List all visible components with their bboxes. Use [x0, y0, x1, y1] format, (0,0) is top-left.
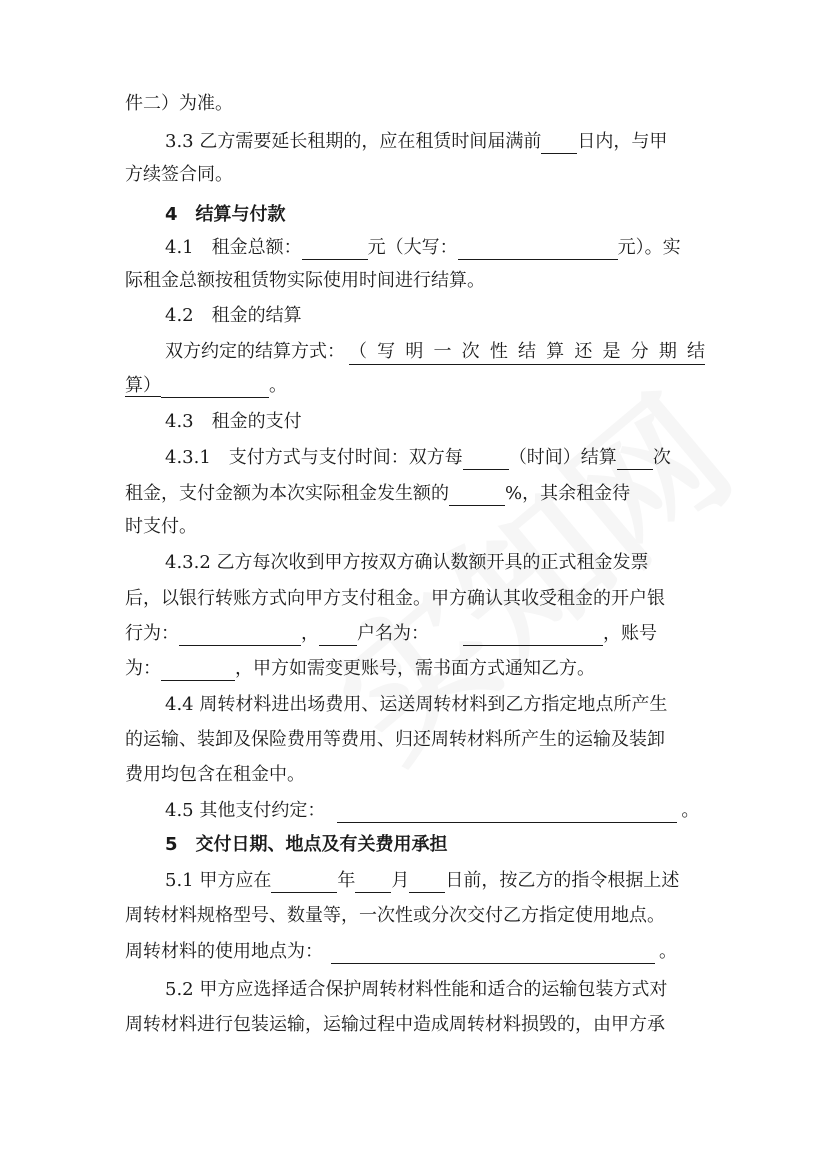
paragraph-line: 方续签合同。: [125, 164, 233, 185]
rent-total-words-field[interactable]: [458, 239, 618, 260]
account-number-field[interactable]: [161, 660, 235, 681]
paragraph-line: 际租金总额按租赁物实际使用时间进行结算。: [125, 270, 485, 291]
rent-total-field[interactable]: [302, 239, 368, 260]
blank-field[interactable]: [319, 625, 357, 646]
paragraph-line: 费用均包含在租金中。: [125, 764, 305, 785]
bank-field[interactable]: [179, 625, 301, 646]
clause-4-1: 4.1 租金总额： 元（大写： 元）。实: [165, 237, 681, 258]
blank-field[interactable]: [161, 377, 269, 398]
paragraph-line: 件二）为准。: [125, 93, 233, 114]
clause-4-3-1: 4.3.1 支付方式与支付时间：双方每 （时间）结算 次: [165, 447, 671, 468]
clause-4-3-2: 4.3.2 乙方每次收到甲方按双方确认数额开具的正式租金发票: [165, 552, 649, 573]
settlement-method-end: 算） 。: [125, 375, 287, 396]
blank-field[interactable]: [541, 133, 577, 154]
day-field[interactable]: [409, 872, 445, 893]
section-heading-4: 4 结算与付款: [165, 204, 286, 225]
settlement-method-line: 双方约定的结算方式： （写明一次性结算还是分期结: [165, 340, 705, 365]
bank-line: 行为： ， 户名为： ，账号: [125, 623, 657, 644]
clause-4-5: 4.5 其他支付约定： 。: [165, 800, 700, 821]
paragraph-line: 周转材料进行包装运输，运输过程中造成周转材料损毁的，由甲方承: [125, 1014, 665, 1035]
clause-4-4: 4.4 周转材料进出场费用、运送周转材料到乙方指定地点所产生: [165, 694, 668, 715]
paragraph-line: 的运输、装卸及保险费用等费用、归还周转材料所产生的运输及装卸: [125, 729, 665, 750]
year-field[interactable]: [271, 872, 337, 893]
clause-4-2: 4.2 租金的结算: [165, 305, 302, 326]
account-name-field[interactable]: [463, 625, 603, 646]
clause-3-3: 3.3 乙方需要延长租期的，应在租赁时间届满前 日内，与甲: [165, 131, 668, 152]
blank-field[interactable]: [449, 485, 505, 506]
clause-5-1: 5.1 甲方应在 年 月 日前，按乙方的指令根据上述: [165, 870, 680, 891]
paragraph-line: 时支付。: [125, 516, 197, 537]
use-location-field[interactable]: [331, 943, 655, 964]
use-location-line: 周转材料的使用地点为： 。: [125, 941, 677, 962]
clause-4-3: 4.3 租金的支付: [165, 411, 302, 432]
section-heading-5: 5 交付日期、地点及有关费用承担: [165, 834, 448, 855]
other-payment-field[interactable]: [337, 802, 677, 823]
paragraph-line: 后，以银行转账方式向甲方支付租金。甲方确认其收受租金的开户银: [125, 588, 665, 609]
month-field[interactable]: [355, 872, 391, 893]
account-line: 为： ，甲方如需变更账号，需书面方式通知乙方。: [125, 658, 595, 679]
clause-5-2: 5.2 甲方应选择适合保护周转材料性能和适合的运输包装方式对: [165, 979, 668, 1000]
blank-field[interactable]: [617, 449, 653, 470]
paragraph-line: 周转材料规格型号、数量等，一次性或分次交付乙方指定使用地点。: [125, 905, 665, 926]
paragraph-line: 租金，支付金额为本次实际租金发生额的 %，其余租金待: [125, 483, 631, 504]
blank-field[interactable]: [463, 449, 509, 470]
